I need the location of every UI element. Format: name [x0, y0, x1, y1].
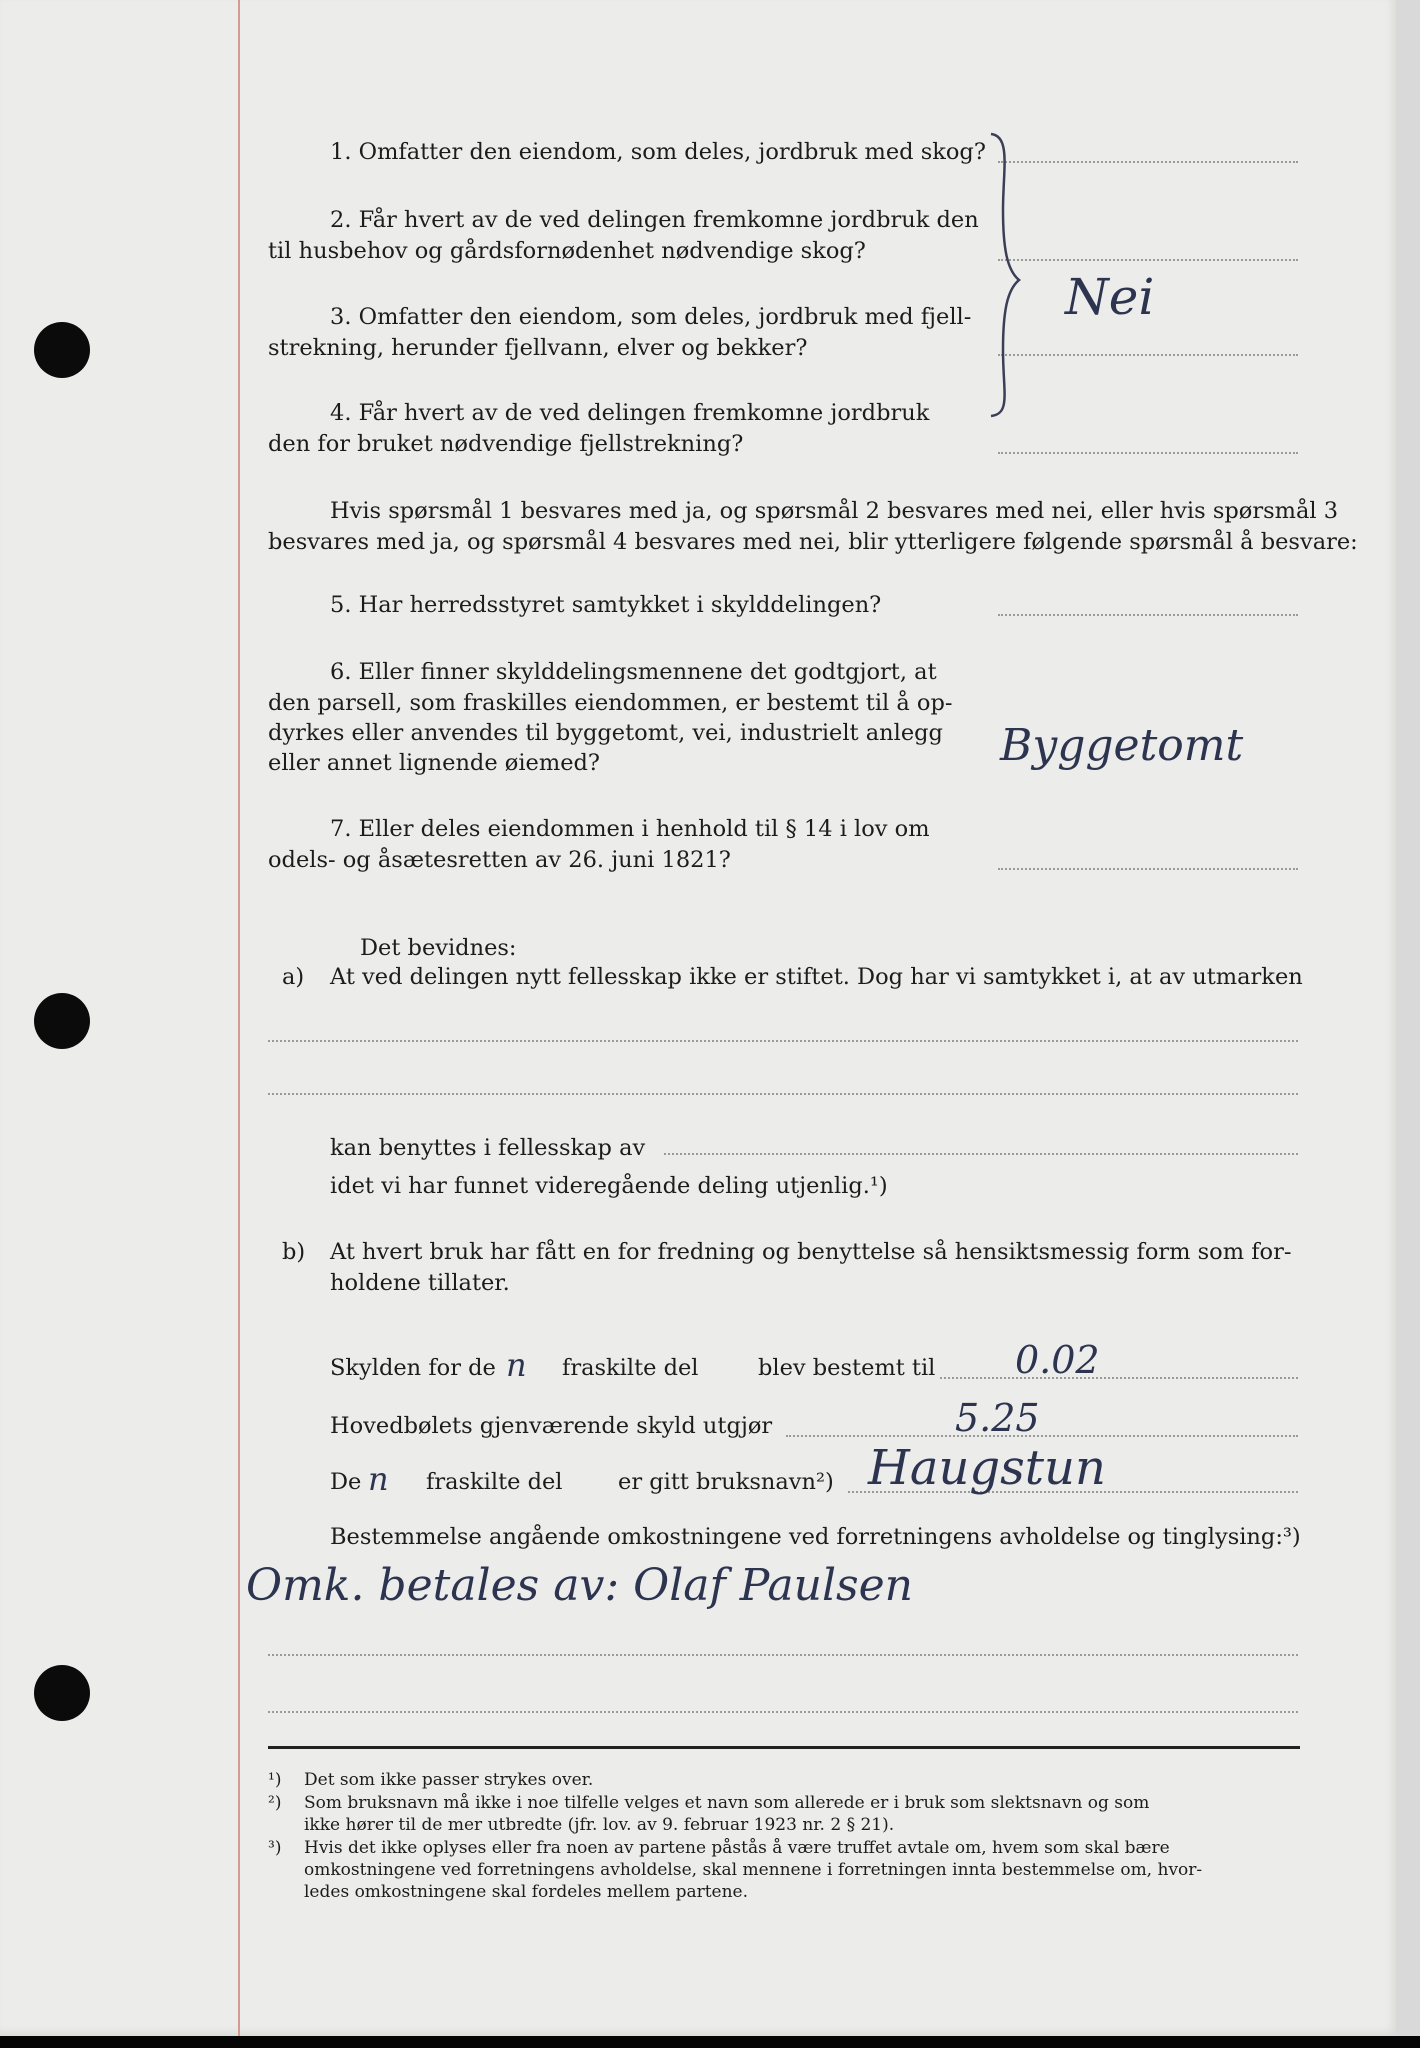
answer-line: [998, 259, 1298, 261]
item-a-label: a): [282, 964, 305, 990]
answer-line: [998, 452, 1298, 454]
item-b-line2: holdene tillater.: [330, 1270, 510, 1296]
margin-line: [238, 0, 240, 2036]
question-4-line2: den for bruket nødvendige fjellstrekning?: [268, 431, 744, 457]
punch-hole: [34, 993, 90, 1049]
answer-line: [998, 354, 1298, 356]
condition-line1: Hvis spørsmål 1 besvares med ja, og spørsmål 2 besvares med nei, eller hvis spørsmål 3: [330, 498, 1339, 524]
idet-text: idet vi har funnet videregående deling utjenlig.¹): [330, 1173, 888, 1199]
bruksnavn-label-c: er gitt bruksnavn²): [618, 1469, 834, 1495]
blank-line: [268, 1654, 1298, 1656]
hovedbol-label: Hovedbølets gjenværende skyld utgjør: [330, 1413, 773, 1439]
question-4-line1: 4. Får hvert av de ved delingen fremkomne jordbruk: [330, 400, 930, 426]
condition-line2: besvares med ja, og spørsmål 4 besvares med nei, blir ytterligere følgende spørsmål å besvare:: [268, 529, 1358, 555]
skyld-label-a: Skylden for de: [330, 1355, 496, 1381]
question-6-line4: eller annet lignende øiemed?: [268, 750, 600, 776]
bruksnavn-label-b: fraskilte del: [426, 1469, 563, 1495]
item-b-line1: At hvert bruk har fått en for fredning og benyttelse så hensiktsmessig form som for-: [330, 1239, 1292, 1265]
blank-line: [786, 1435, 1298, 1437]
question-6-line3: dyrkes eller anvendes til byggetomt, vei, industrielt anlegg: [268, 720, 943, 746]
question-3-line2: strekning, herunder fjellvann, elver og bekker?: [268, 335, 808, 361]
hovedbol-value: 5.25: [955, 1396, 1040, 1440]
answer-line: [998, 868, 1298, 870]
item-b-label: b): [282, 1239, 306, 1265]
footnote-2-line2: ikke hører til de mer utbredte (jfr. lov. av 9. februar 1923 nr. 2 § 21).: [304, 1815, 895, 1835]
question-5: 5. Har herredsstyret samtykket i skylddelingen?: [330, 592, 882, 618]
question-7-line1: 7. Eller deles eiendommen i henhold til § 14 i lov om: [330, 816, 930, 842]
felles-text: kan benyttes i fellesskap av: [330, 1135, 646, 1161]
bruksnavn-value: Haugstun: [868, 1440, 1106, 1496]
punch-hole: [34, 322, 90, 378]
blank-line: [268, 1711, 1298, 1713]
question-3-line1: 3. Omfatter den eiendom, som deles, jordbruk med fjell-: [330, 304, 972, 330]
punch-hole: [34, 1665, 90, 1721]
footnote-2-mark: ²): [268, 1793, 282, 1813]
item-a-text: At ved delingen nytt fellesskap ikke er stiftet. Dog har vi samtykket i, at av utmarken: [330, 964, 1303, 990]
bestemmelse-text: Bestemmelse angående omkostningene ved forretningens avholdelse og tinglysing:³): [330, 1524, 1301, 1550]
answer-line: [998, 161, 1298, 163]
footnote-3-line1: Hvis det ikke oplyses eller fra noen av partene påstås å være truffet avtale om, hvem som skal bære: [304, 1838, 1170, 1858]
footnote-3-mark: ³): [268, 1838, 282, 1858]
footnote-rule: [268, 1746, 1300, 1749]
skyld-label-c: blev bestemt til: [758, 1355, 936, 1381]
question-2-line1: 2. Får hvert av de ved delingen fremkomne jordbruk den: [330, 207, 979, 233]
footnote-2-line1: Som bruksnavn må ikke i noe tilfelle velges et navn som allerede er i bruk som slektsnavn og som: [304, 1793, 1150, 1813]
question-2-line2: til husbehov og gårdsfornødenhet nødvendige skog?: [268, 238, 866, 264]
question-1: 1. Omfatter den eiendom, som deles, jordbruk med skog?: [330, 139, 986, 165]
bruksnavn-handwritten: n: [368, 1460, 389, 1498]
omkostning-text: Omk. betales av: Olaf Paulsen: [246, 1560, 914, 1611]
footnote-3-line2: omkostningene ved forretningens avholdelse, skal mennene i forretningen innta bestemmelse om, hvor-: [304, 1860, 1203, 1880]
blank-line: [940, 1377, 1298, 1379]
blank-line: [664, 1153, 1298, 1155]
scan-border: [0, 2036, 1420, 2048]
blank-line: [268, 1093, 1298, 1095]
footnote-1: Det som ikke passer strykes over.: [304, 1770, 594, 1790]
blank-line: [268, 1040, 1298, 1042]
answer-byggetomt: Byggetomt: [1000, 720, 1244, 771]
answer-line: [998, 614, 1298, 616]
brace-icon: [985, 130, 1035, 420]
skyld-handwritten: n: [506, 1346, 527, 1384]
answer-nei: Nei: [1065, 268, 1155, 326]
footnote-1-mark: ¹): [268, 1770, 282, 1790]
footnote-3-line3: ledes omkostningene skal fordeles mellem partene.: [304, 1882, 749, 1902]
skyld-value: 0.02: [1015, 1338, 1100, 1382]
bruksnavn-label-a: De: [330, 1469, 362, 1495]
question-7-line2: odels- og åsætesretten av 26. juni 1821?: [268, 847, 731, 873]
question-6-line2: den parsell, som fraskilles eiendommen, er bestemt til å op-: [268, 690, 953, 716]
question-6-line1: 6. Eller finner skylddelingsmennene det godtgjort, at: [330, 659, 937, 685]
bevidnes-heading: Det bevidnes:: [360, 935, 517, 961]
skyld-label-b: fraskilte del: [562, 1355, 699, 1381]
